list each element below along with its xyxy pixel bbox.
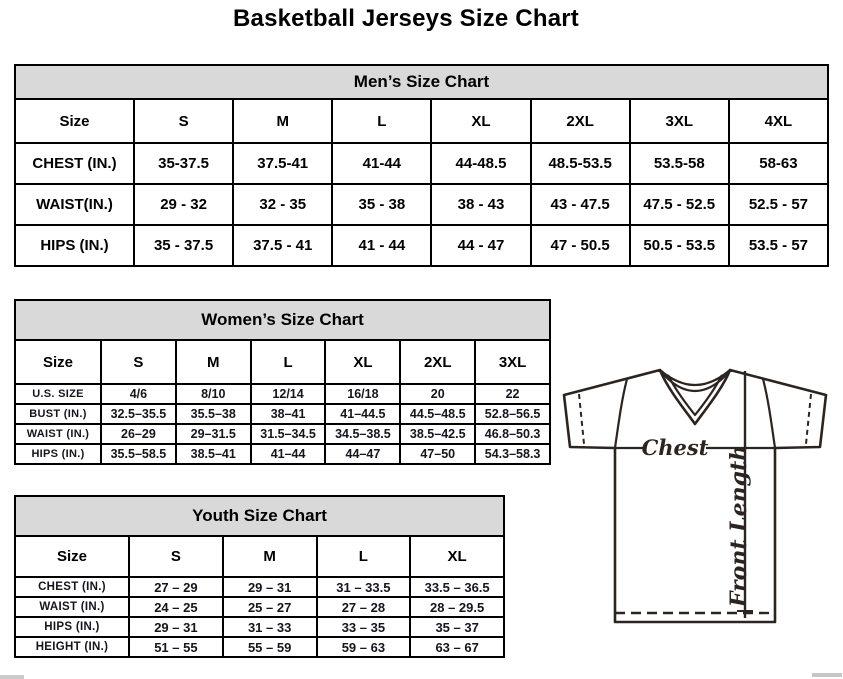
row-label: CHEST (IN.) xyxy=(15,143,134,184)
table-cell: 54.3–58.3 xyxy=(475,444,550,464)
table-cell: 41 - 44 xyxy=(332,225,431,266)
row-label: CHEST (IN.) xyxy=(15,577,129,597)
page-title: Basketball Jerseys Size Chart xyxy=(233,5,579,32)
row-label: HEIGHT (IN.) xyxy=(15,637,129,657)
row-label: WAIST(IN.) xyxy=(15,184,134,225)
column-header: 3XL xyxy=(475,340,550,384)
youth-size-table xyxy=(14,495,505,658)
table-cell: 22 xyxy=(475,384,550,404)
row-label: HIPS (IN.) xyxy=(15,617,129,637)
table-cell: 51 – 55 xyxy=(129,637,223,657)
table-cell: 29–31.5 xyxy=(176,424,251,444)
table-cell: 26–29 xyxy=(101,424,176,444)
table-row xyxy=(15,496,504,536)
column-header: L xyxy=(317,536,411,577)
table-cell: 4/6 xyxy=(101,384,176,404)
column-header: 3XL xyxy=(630,99,729,143)
table-cell: 29 - 32 xyxy=(134,184,233,225)
row-label: HIPS (IN.) xyxy=(15,225,134,266)
column-header: 2XL xyxy=(531,99,630,143)
row-label: WAIST (IN.) xyxy=(15,424,101,444)
scrollbar-fragment-left[interactable] xyxy=(0,675,24,679)
column-header: M xyxy=(233,99,332,143)
jersey-outline xyxy=(564,370,826,622)
table-cell: 38.5–41 xyxy=(176,444,251,464)
table-cell: 55 – 59 xyxy=(223,637,317,657)
column-header: XL xyxy=(410,536,504,577)
column-header: Size xyxy=(15,340,101,384)
table-cell: 32.5–35.5 xyxy=(101,404,176,424)
table-cell: 28 – 29.5 xyxy=(410,597,504,617)
column-header: S xyxy=(129,536,223,577)
table-cell: 35.5–58.5 xyxy=(101,444,176,464)
table-cell: 27 – 29 xyxy=(129,577,223,597)
mens-table-title: Men’s Size Chart xyxy=(15,65,828,99)
table-row xyxy=(15,340,550,384)
table-cell: 38–41 xyxy=(251,404,326,424)
table-row xyxy=(15,300,550,340)
table-cell: 52.8–56.5 xyxy=(475,404,550,424)
column-header: 2XL xyxy=(400,340,475,384)
youth-table-title: Youth Size Chart xyxy=(15,496,504,536)
row-label: BUST (IN.) xyxy=(15,404,101,424)
column-header: Size xyxy=(15,536,129,577)
column-header: XL xyxy=(325,340,400,384)
table-row xyxy=(15,577,504,597)
table-row xyxy=(15,536,504,577)
table-row xyxy=(15,444,550,464)
table-cell: 29 – 31 xyxy=(223,577,317,597)
column-header: L xyxy=(251,340,326,384)
table-cell: 35 – 37 xyxy=(410,617,504,637)
table-cell: 37.5 - 41 xyxy=(233,225,332,266)
column-header: L xyxy=(332,99,431,143)
table-row xyxy=(15,225,828,266)
column-header: XL xyxy=(431,99,530,143)
table-cell: 33.5 – 36.5 xyxy=(410,577,504,597)
table-cell: 35 - 38 xyxy=(332,184,431,225)
table-row xyxy=(15,617,504,637)
table-row xyxy=(15,384,550,404)
table-cell: 8/10 xyxy=(176,384,251,404)
row-label: WAIST (IN.) xyxy=(15,597,129,617)
table-cell: 35-37.5 xyxy=(134,143,233,184)
table-row xyxy=(15,637,504,657)
column-header: 4XL xyxy=(729,99,828,143)
table-cell: 32 - 35 xyxy=(233,184,332,225)
table-cell: 47 - 50.5 xyxy=(531,225,630,266)
table-cell: 58-63 xyxy=(729,143,828,184)
table-cell: 34.5–38.5 xyxy=(325,424,400,444)
table-cell: 41–44 xyxy=(251,444,326,464)
table-row xyxy=(15,143,828,184)
table-cell: 38 - 43 xyxy=(431,184,530,225)
table-cell: 59 – 63 xyxy=(317,637,411,657)
table-cell: 43 - 47.5 xyxy=(531,184,630,225)
jersey-measurement-diagram xyxy=(556,358,843,630)
table-cell: 53.5 - 57 xyxy=(729,225,828,266)
table-cell: 44.5–48.5 xyxy=(400,404,475,424)
table-row xyxy=(15,184,828,225)
table-cell: 31.5–34.5 xyxy=(251,424,326,444)
womens-table-title: Women’s Size Chart xyxy=(15,300,550,340)
table-cell: 63 – 67 xyxy=(410,637,504,657)
table-cell: 20 xyxy=(400,384,475,404)
table-cell: 41-44 xyxy=(332,143,431,184)
table-row xyxy=(15,404,550,424)
table-cell: 52.5 - 57 xyxy=(729,184,828,225)
chest-label: Chest xyxy=(641,435,709,460)
table-cell: 33 – 35 xyxy=(317,617,411,637)
table-cell: 29 – 31 xyxy=(129,617,223,637)
table-row xyxy=(15,65,828,99)
scrollbar-fragment-right[interactable] xyxy=(812,673,842,677)
table-cell: 24 – 25 xyxy=(129,597,223,617)
table-cell: 27 – 28 xyxy=(317,597,411,617)
table-cell: 25 – 27 xyxy=(223,597,317,617)
table-cell: 47–50 xyxy=(400,444,475,464)
column-header: M xyxy=(223,536,317,577)
table-cell: 35.5–38 xyxy=(176,404,251,424)
table-cell: 35 - 37.5 xyxy=(134,225,233,266)
row-label: HIPS (IN.) xyxy=(15,444,101,464)
table-row xyxy=(15,424,550,444)
column-header: Size xyxy=(15,99,134,143)
table-cell: 31 – 33.5 xyxy=(317,577,411,597)
column-header: S xyxy=(101,340,176,384)
womens-size-table xyxy=(14,299,551,465)
front-length-label: Front Length xyxy=(726,444,752,608)
table-cell: 47.5 - 52.5 xyxy=(630,184,729,225)
table-cell: 16/18 xyxy=(325,384,400,404)
column-header: M xyxy=(176,340,251,384)
row-label: U.S. SIZE xyxy=(15,384,101,404)
table-cell: 50.5 - 53.5 xyxy=(630,225,729,266)
column-header: S xyxy=(134,99,233,143)
table-cell: 48.5-53.5 xyxy=(531,143,630,184)
table-cell: 37.5-41 xyxy=(233,143,332,184)
mens-size-table xyxy=(14,64,829,267)
table-cell: 46.8–50.3 xyxy=(475,424,550,444)
table-cell: 44-48.5 xyxy=(431,143,530,184)
table-row xyxy=(15,597,504,617)
table-cell: 44 - 47 xyxy=(431,225,530,266)
table-cell: 12/14 xyxy=(251,384,326,404)
table-cell: 53.5-58 xyxy=(630,143,729,184)
table-cell: 38.5–42.5 xyxy=(400,424,475,444)
table-cell: 41–44.5 xyxy=(325,404,400,424)
table-cell: 31 – 33 xyxy=(223,617,317,637)
table-row xyxy=(15,99,828,143)
table-cell: 44–47 xyxy=(325,444,400,464)
